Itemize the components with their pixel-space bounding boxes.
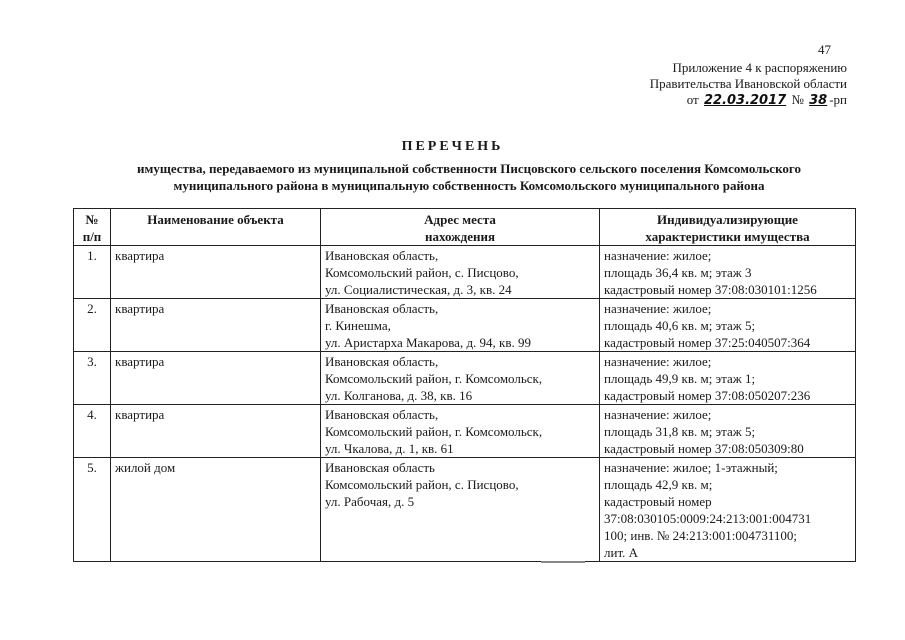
- header-address: [321, 209, 600, 246]
- characteristic-line: 37:08:030105:0009:24:213:001:004731: [604, 511, 812, 526]
- address-line: Ивановская область,: [325, 407, 439, 422]
- attachment-header: [650, 60, 847, 109]
- header-char-line-1: Индивидуализирующие: [657, 212, 798, 227]
- row-characteristics: [600, 299, 856, 352]
- address-line: Ивановская область: [325, 460, 435, 475]
- row-name: квартира: [111, 405, 321, 458]
- address-line: Ивановская область,: [325, 248, 439, 263]
- table-row: [74, 352, 856, 405]
- characteristic-line: площадь 36,4 кв. м; этаж 3: [604, 265, 752, 280]
- document-title: ПЕРЕЧЕНЬ: [401, 139, 504, 154]
- handwritten-number: 38: [809, 93, 828, 108]
- row-characteristics: [600, 352, 856, 405]
- characteristic-line: кадастровый номер 37:08:030101:1256: [604, 282, 817, 297]
- characteristic-line: кадастровый номер 37:08:050309:80: [604, 441, 804, 456]
- row-address: [321, 458, 600, 562]
- characteristic-line: назначение: жилое; 1-этажный;: [604, 460, 778, 475]
- attachment-line-2: Правительства Ивановской области: [649, 76, 847, 91]
- row-name: жилой дом: [111, 458, 321, 562]
- characteristic-line: кадастровый номер: [604, 494, 712, 509]
- characteristic-line: кадастровый номер 37:25:040507:364: [604, 335, 811, 350]
- row-characteristics: [600, 246, 856, 299]
- characteristic-line: назначение: жилое;: [604, 407, 712, 422]
- characteristic-line: площадь 42,9 кв. м;: [604, 477, 713, 492]
- address-line: ул. Социалистическая, д. 3, кв. 24: [325, 282, 512, 297]
- header-name: [111, 209, 321, 246]
- header-characteristics: [600, 209, 856, 246]
- row-name: квартира: [111, 246, 321, 299]
- row-name: квартира: [111, 352, 321, 405]
- row-name: квартира: [111, 299, 321, 352]
- row-address: [321, 405, 600, 458]
- number-label: №: [791, 92, 804, 107]
- table-row: [74, 405, 856, 458]
- header-num: [74, 209, 111, 246]
- row-address: [321, 246, 600, 299]
- property-table: [73, 208, 856, 562]
- characteristic-line: назначение: жилое;: [604, 248, 712, 263]
- address-line: Комсомольский район, с. Писцово,: [325, 265, 519, 280]
- end-mark-line: [541, 561, 585, 563]
- header-address-line-2: нахождения: [425, 229, 495, 244]
- subtitle-line-1: имущества, передаваемого из муниципальной собственности Писцовского сельского поселения Комсомольского: [137, 161, 801, 176]
- header-name-line-1: Наименование объекта: [147, 212, 284, 227]
- characteristic-line: назначение: жилое;: [604, 301, 712, 316]
- number-suffix: -рп: [829, 92, 847, 107]
- header-num-line-2: п/п: [82, 229, 102, 244]
- handwritten-date: 22.03.2017: [703, 93, 787, 108]
- table-row: [74, 299, 856, 352]
- address-line: Комсомольский район, с. Писцово,: [325, 477, 519, 492]
- characteristic-line: назначение: жилое;: [604, 354, 712, 369]
- header-num-line-1: №: [85, 212, 99, 227]
- address-line: Комсомольский район, г. Комсомольск,: [325, 424, 543, 439]
- document-subtitle: [80, 160, 858, 194]
- table-row: [74, 246, 856, 299]
- address-line: ул. Аристарха Макарова, д. 94, кв. 99: [325, 335, 532, 350]
- address-line: Ивановская область,: [325, 301, 439, 316]
- row-characteristics: [600, 405, 856, 458]
- address-line: г. Кинешма,: [325, 318, 391, 333]
- table-header-row: [74, 209, 856, 246]
- attachment-date-line: [650, 92, 847, 109]
- address-line: ул. Чкалова, д. 1, кв. 61: [325, 441, 454, 456]
- row-num: 2.: [74, 299, 111, 352]
- from-label: от: [686, 92, 699, 107]
- row-num: 3.: [74, 352, 111, 405]
- row-address: [321, 299, 600, 352]
- address-line: Комсомольский район, г. Комсомольск,: [325, 371, 543, 386]
- address-line: Ивановская область,: [325, 354, 439, 369]
- row-num: 5.: [74, 458, 111, 562]
- characteristic-line: 100; инв. № 24:213:001:004731100;: [604, 528, 798, 543]
- characteristic-line: кадастровый номер 37:08:050207:236: [604, 388, 811, 403]
- page-number: 47: [818, 42, 831, 57]
- row-num: 4.: [74, 405, 111, 458]
- address-line: ул. Рабочая, д. 5: [325, 494, 415, 509]
- table-row: [74, 458, 856, 562]
- header-address-line-1: Адрес места: [424, 212, 496, 227]
- row-characteristics: [600, 458, 856, 562]
- header-char-line-2: характеристики имущества: [645, 229, 810, 244]
- subtitle-line-2: муниципального района в муниципальную собственность Комсомольского муниципального района: [173, 178, 765, 193]
- address-line: ул. Колганова, д. 38, кв. 16: [325, 388, 473, 403]
- characteristic-line: площадь 49,9 кв. м; этаж 1;: [604, 371, 756, 386]
- characteristic-line: площадь 31,8 кв. м; этаж 5;: [604, 424, 756, 439]
- characteristic-line: лит. А: [604, 545, 639, 560]
- row-address: [321, 352, 600, 405]
- characteristic-line: площадь 40,6 кв. м; этаж 5;: [604, 318, 756, 333]
- attachment-line-1: Приложение 4 к распоряжению: [672, 60, 847, 75]
- row-num: 1.: [74, 246, 111, 299]
